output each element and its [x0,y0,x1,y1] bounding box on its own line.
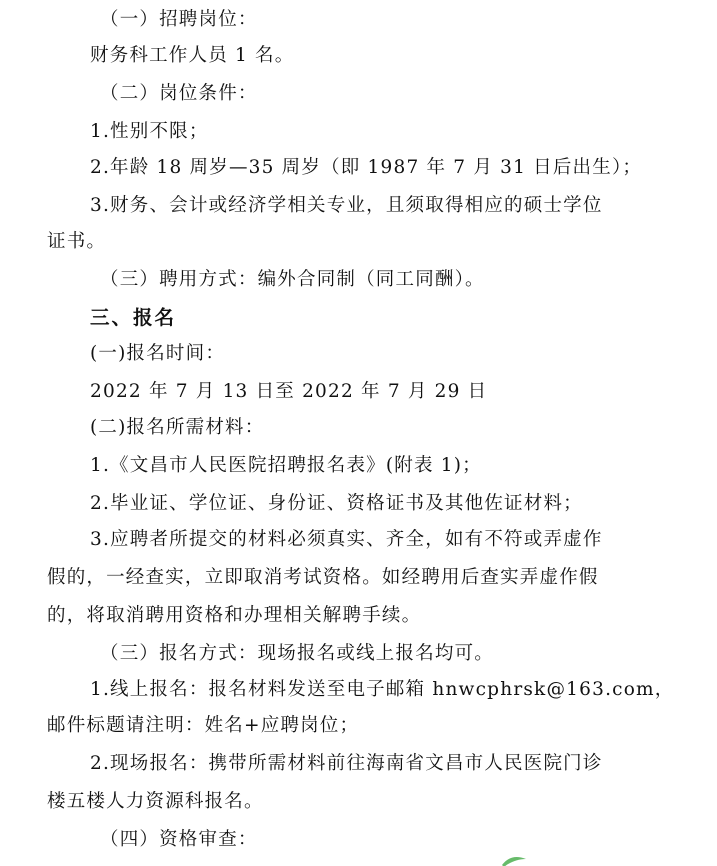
green-decoration-icon [500,852,528,866]
material-item-3: 3.应聘者所提交的材料必须真实、齐全，如有不符或弄虚作 [90,529,603,550]
section-employment-method: （三）聘用方式：编外合同制（同工同酬）。 [100,269,485,290]
onsite-registration-continued: 楼五楼人力资源科报名。 [47,791,264,812]
condition-major-continued: 证书。 [47,231,107,252]
material-item-1: 1.《文昌市人民医院招聘报名表》(附表 1)； [90,455,482,476]
section-recruit-position-heading: （一）招聘岗位： [100,9,258,30]
condition-gender: 1.性别不限； [90,121,209,142]
registration-time-heading: (一)报名时间： [90,343,226,364]
section-registration-heading: 三、报名 [90,306,177,329]
registration-time-text: 2022 年 7 月 13 日至 2022 年 7 月 29 日 [90,381,488,402]
section-position-conditions-heading: （二）岗位条件： [100,83,258,104]
recruit-position-text: 财务科工作人员 1 名。 [90,45,295,66]
onsite-registration-text: 2.现场报名：携带所需材料前往海南省文昌市人民医院门诊 [90,753,603,774]
registration-materials-heading: (二)报名所需材料： [90,417,265,438]
condition-age: 2.年龄 18 周岁—35 周岁（即 1987 年 7 月 31 日后出生）； [90,157,643,178]
material-item-3-continued-1: 假的，一经查实，立即取消考试资格。如经聘用后查实弄虚作假 [47,567,599,588]
online-registration-text: 1.线上报名：报名材料发送至电子邮箱 hnwcphrsk@163.com， [90,679,675,700]
material-item-2: 2.毕业证、学位证、身份证、资格证书及其他佐证材料； [90,493,583,514]
material-item-3-continued-2: 的，将取消聘用资格和办理相关解聘手续。 [47,605,422,626]
online-registration-continued: 邮件标题请注明：姓名+应聘岗位； [47,715,360,736]
qualification-review-heading: （四）资格审查： [100,829,258,850]
registration-method-heading: （三）报名方式：现场报名或线上报名均可。 [100,643,495,664]
condition-major: 3.财务、会计或经济学相关专业，且须取得相应的硕士学位 [90,195,603,216]
